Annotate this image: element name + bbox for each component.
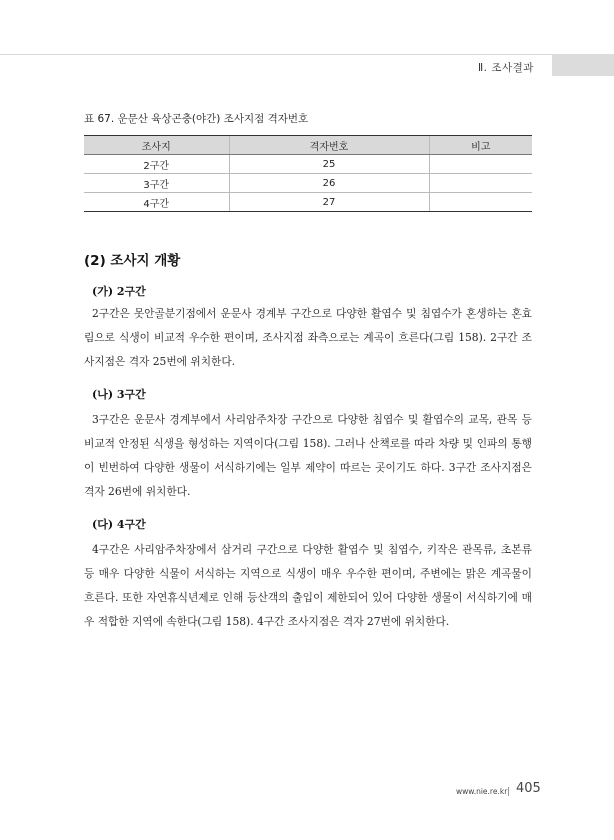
cell-note [429,193,532,212]
cell-site: 2구간 [84,155,229,174]
cell-grid: 27 [229,193,429,212]
cell-grid: 26 [229,174,429,193]
footer-separator [508,787,509,796]
table-row [84,155,532,174]
table-caption: 표 67. 운문산 육상곤충(야간) 조사지점 격자번호 [84,113,309,125]
header-divider [0,54,614,55]
cell-site: 4구간 [84,193,229,212]
header-tab [552,54,614,76]
page-number: 405 [516,781,541,796]
table-row [84,193,532,212]
cell-note [429,174,532,193]
subsection-text-3: 3구간은 운문사 경계부에서 사리암주차장 구간으로 다양한 침엽수 및 활엽수의 교목, 관목 등 비교적 안정된 식생을 형성하는 지역이다(그림 158). 그러나 산책로를 따라 차량 및 인파의 통행이 빈번하여 다양한 생물이 서식하기에는 일부 제약이 따르는 곳이기도 하다. 3구간 조사지점은 격자 26번에 위치한다. [84,413,532,498]
footer-url: www.nie.re.kr [456,787,508,796]
subsection-heading-4: (다) 4구간 [92,518,146,531]
column-header-grid: 격자번호 [229,136,429,155]
table-row [84,174,532,193]
running-header: Ⅱ. 조사결과 [478,62,534,74]
column-header-site: 조사지 [84,136,229,155]
grid-number-table [84,135,532,212]
subsection-text-4: 4구간은 사리암주차장에서 삼거리 구간으로 다양한 활엽수 및 침엽수, 키작은 관목류, 초본류 등 매우 다양한 식물이 서식하는 지역으로 식생이 매우 우수한 편이며, 주변에는 맑은 계곡물이 흐른다. 또한 자연휴식년제로 인해 등산객의 출입이 제한되어 있어 다양한 생물이 서식하기에 매우 적합한 지역에 속한다(그림 158). 4구간 조사지점은 격자 27번에 위치한다. [84,543,532,628]
subsection-heading-3: (나) 3구간 [92,388,146,401]
table-header-row [84,136,532,155]
cell-site: 3구간 [84,174,229,193]
cell-grid: 25 [229,155,429,174]
column-header-note: 비고 [429,136,532,155]
cell-note [429,155,532,174]
section-title: (2) 조사지 개황 [84,253,181,269]
subsection-heading-2: (가) 2구간 [92,285,146,298]
subsection-text-2: 2구간은 못안골분기점에서 운문사 경계부 구간으로 다양한 활엽수 및 침엽수가 혼생하는 혼효림으로 식생이 비교적 우수한 편이며, 조사지점 좌측으로는 계곡이 흐른다(그림 158). 2구간 조사지점은 격자 25번에 위치한다. [84,307,532,368]
